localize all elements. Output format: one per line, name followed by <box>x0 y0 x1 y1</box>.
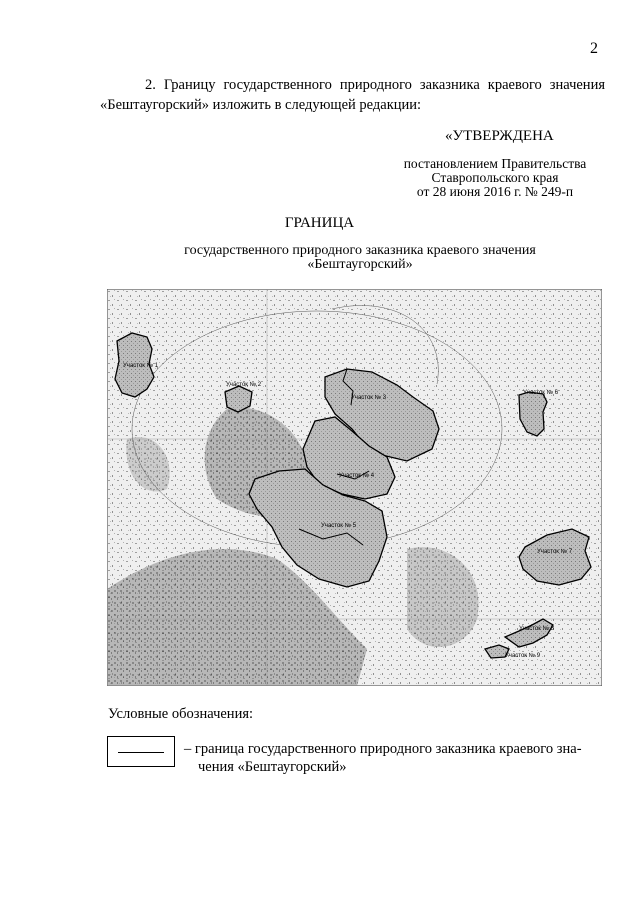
approval-stamp-title: «УТВЕРЖДЕНА <box>445 128 554 144</box>
parcel-label-8: Участок № 8 <box>519 626 555 632</box>
subtitle-line-2: «Бештаугорский» <box>307 257 413 272</box>
page-number: 2 <box>590 40 598 57</box>
parcel-label-5: Участок № 5 <box>321 523 357 529</box>
legend-boundary-line-symbol <box>118 752 164 753</box>
parcel-label-4: Участок № 4 <box>339 473 375 479</box>
legend-text-line-1: – граница государственного природного заказника краевого зна- <box>184 741 582 757</box>
parcel-label-1: Участок № 1 <box>123 363 159 369</box>
boundary-map <box>107 289 602 686</box>
legend-heading: Условные обозначения: <box>108 706 254 722</box>
approval-line-2: Ставропольского края <box>431 170 559 185</box>
approval-line-3: от 28 июня 2016 г. № 249-п <box>416 184 574 199</box>
parcel-label-3: Участок № 3 <box>351 395 387 401</box>
parcel-label-2: Участок № 2 <box>226 382 262 388</box>
parcel-label-7: Участок № 7 <box>537 549 573 555</box>
document-subtitle <box>160 244 560 272</box>
approval-stamp-body <box>390 157 600 199</box>
legend-description <box>184 740 604 776</box>
intro-paragraph: 2. Границу государственного природного заказника краевого значения «Бештаугорский» изложить в следующей редакции: <box>100 77 605 113</box>
document-title: ГРАНИЦА <box>284 215 355 231</box>
parcel-label-6: Участок № 6 <box>523 390 559 396</box>
legend-text-line-2: чения «Бештаугорский» <box>198 759 347 775</box>
subtitle-line-1: государственного природного заказника краевого значения <box>184 243 536 258</box>
parcel-label-9: Участок № 9 <box>505 653 541 659</box>
approval-line-1: постановлением Правительства <box>403 156 587 171</box>
